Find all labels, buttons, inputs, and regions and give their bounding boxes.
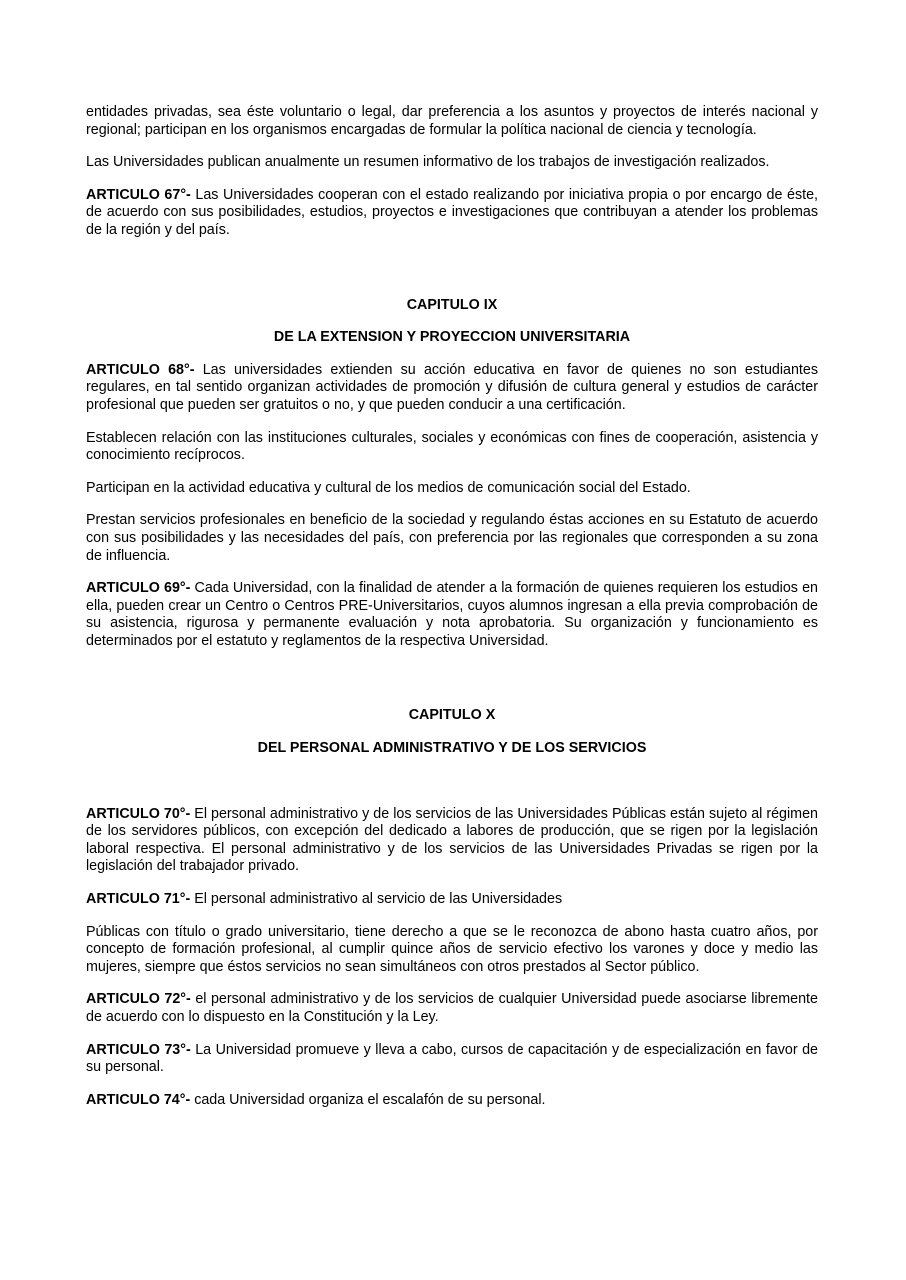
article-72-text: el personal administrativo y de los servicios de cualquier Universidad puede asociarse libremente de acuerdo con lo dispuesto en la Constitución y la Ley. xyxy=(86,991,818,1025)
chapter-10-title: CAPITULO X xyxy=(408,707,496,724)
article-72-label: ARTICULO 72°- xyxy=(86,991,191,1008)
article-70-text: El personal administrativo y de los servicios de las Universidades Públicas están sujeto al régimen de los servidores públicos, con excepción del dedicado a labores de producción, que se rigen por la legislación laboral respectiva. El personal administrativo y de los servicios de las Universidades Privadas se rigen por la legislación del trabajador privado. xyxy=(86,805,818,875)
article-71 xyxy=(86,891,818,909)
article-71-label: ARTICULO 71°- xyxy=(86,891,191,908)
article-74-text: cada Universidad organiza el escalafón de su personal. xyxy=(190,1091,546,1108)
article-69-label: ARTICULO 69°- xyxy=(86,580,191,597)
article-67-label: ARTICULO 67°- xyxy=(86,186,191,203)
article-68 xyxy=(86,362,818,415)
article-68-text: Las universidades extienden su acción educativa en favor de quienes no son estudiantes regulares, en tal sentido organizan actividades de promoción y difusión de cultura general y estudios de carácter profesional que pueden ser gratuitos o no, y que pueden conducir a una certificación. xyxy=(86,361,818,413)
spacer xyxy=(86,255,818,297)
article-73 xyxy=(86,1042,818,1077)
article-68-paragraph-4: Prestan servicios profesionales en beneficio de la sociedad y regulando éstas acciones en su Estatuto de acuerdo con sus posibilidades y las necesidades del país, con preferencia por las regionales que corresponden a su zona de influencia. xyxy=(86,512,818,564)
article-67-text: Las Universidades cooperan con el estado realizando por iniciativa propia o por encargo de éste, de acuerdo con sus posibilidades, estudios, proyectos e investigaciones que contribuyan a atender los problemas de la región y del país. xyxy=(86,186,819,238)
article-73-text: La Universidad promueve y lleva a cabo, cursos de capacitación y de especialización en favor de su personal. xyxy=(86,1041,818,1076)
article-68-paragraph-2: Establecen relación con las instituciones culturales, sociales y económicas con fines de cooperación, asistencia y conocimiento recíprocos. xyxy=(86,429,818,464)
chapter-9-subtitle: DE LA EXTENSION Y PROYECCION UNIVERSITARIA xyxy=(273,329,631,346)
article-73-label: ARTICULO 73°- xyxy=(86,1041,191,1058)
article-68-paragraph-3: Participan en la actividad educativa y cultural de los medios de comunicación social del Estado. xyxy=(86,479,691,496)
document-page xyxy=(86,104,818,1124)
chapter-10-subtitle: DEL PERSONAL ADMINISTRATIVO Y DE LOS SERVICIOS xyxy=(257,740,647,757)
article-72 xyxy=(86,991,818,1026)
article-71-text: El personal administrativo al servicio de las Universidades xyxy=(190,891,563,908)
intro-paragraph-2: Las Universidades publican anualmente un resumen informativo de los trabajos de investigación realizados. xyxy=(86,154,770,171)
spacer xyxy=(86,665,818,707)
article-67 xyxy=(86,187,818,240)
article-69 xyxy=(86,580,818,650)
article-74-label: ARTICULO 74°- xyxy=(86,1091,191,1108)
article-69-text: Cada Universidad, con la finalidad de atender a la formación de quienes requieren los estudios en ella, pueden crear un Centro o Centros PRE-Universitarios, cuyos alumnos ingresan a ella previa comprobación de su asistencia, rigurosa y permanente evaluación y nota aprobatoria. Su organización y funcionamiento es determinados por el estatuto y reglamentos de la respectiva Universidad. xyxy=(86,580,818,649)
article-70 xyxy=(86,806,818,876)
article-70-label: ARTICULO 70°- xyxy=(86,805,191,822)
article-71-paragraph-2: Públicas con título o grado universitario, tiene derecho a que se le reconozca de abono hasta cuatro años, por concepto de formación profesional, al cumplir quince años de servicio efectivo los varones y doce y medio las mujeres, siempre que éstos servicios no sean simultáneos con otros prestados al Sector público. xyxy=(86,923,818,975)
article-68-label: ARTICULO 68°- xyxy=(86,361,195,378)
chapter-9-title: CAPITULO IX xyxy=(406,296,498,313)
article-74 xyxy=(86,1092,818,1110)
intro-paragraph-1: entidades privadas, sea éste voluntario o legal, dar preferencia a los asuntos y proyectos de interés nacional y regional; participan en los organismos encargadas de formular la política nacional de ciencia y tecnología. xyxy=(86,104,818,138)
spacer xyxy=(86,773,818,806)
